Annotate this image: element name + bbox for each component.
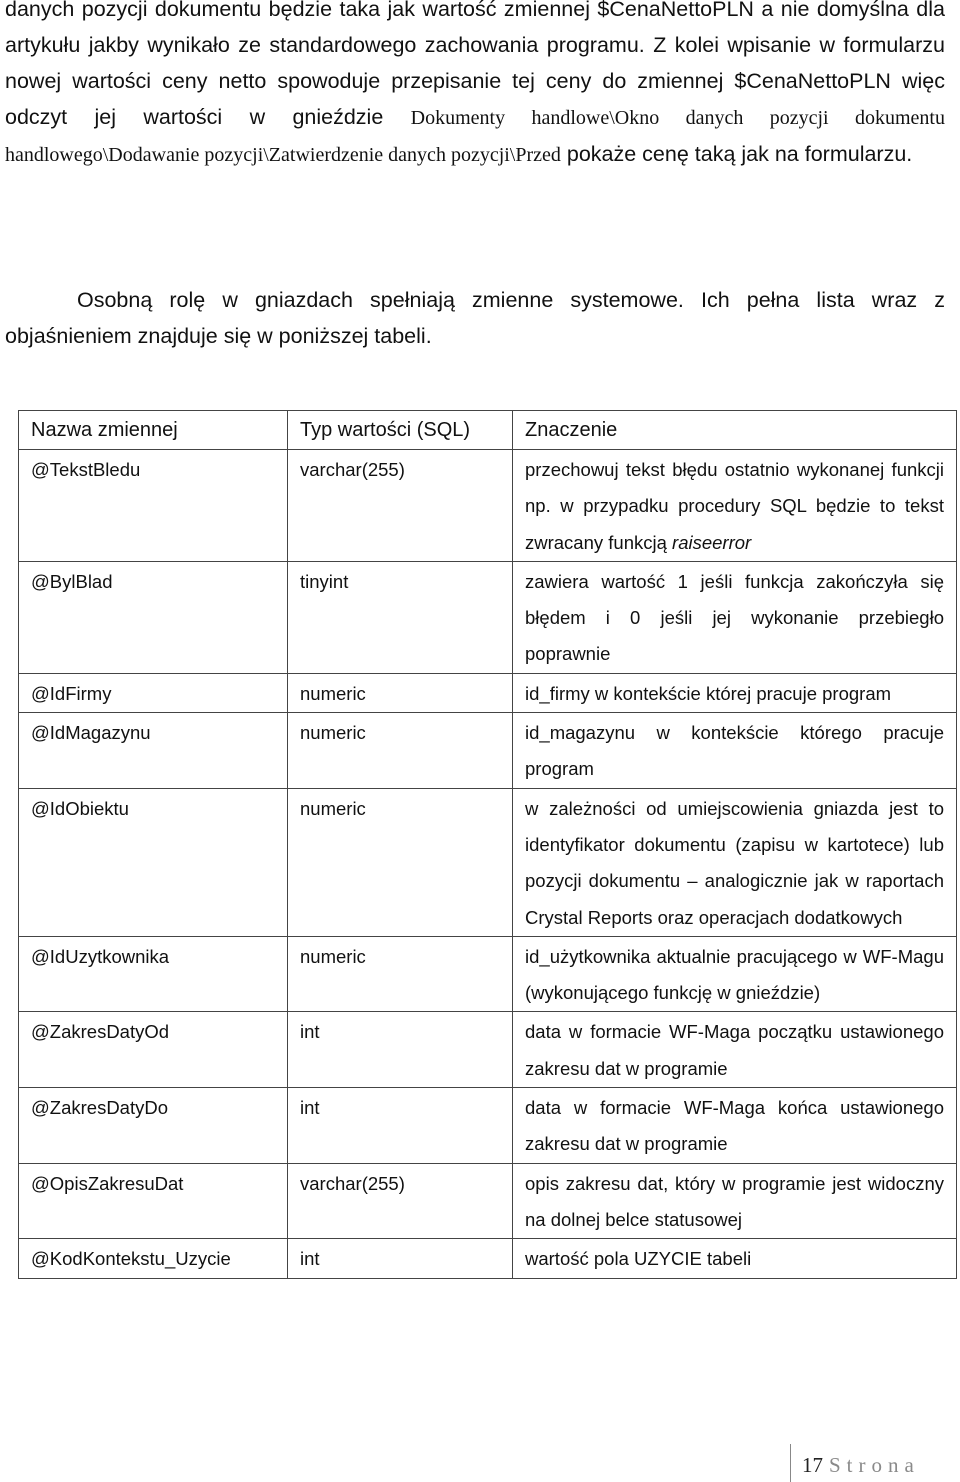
- table-row: [19, 936, 957, 1012]
- page-footer: [802, 1453, 920, 1478]
- footer-divider: [790, 1444, 791, 1482]
- variable-description: id_firmy w kontekście której pracuje program: [513, 673, 957, 712]
- variable-name: @TekstBledu: [19, 450, 288, 562]
- table-row: [19, 450, 957, 562]
- variable-name: @IdMagazynu: [19, 713, 288, 789]
- variable-name: @IdFirmy: [19, 673, 288, 712]
- variable-type: int: [288, 1239, 513, 1278]
- table-row: [19, 1012, 957, 1088]
- table-row: [19, 713, 957, 789]
- paragraph-gniazda-cena: [5, 0, 945, 173]
- variable-name: @ZakresDatyOd: [19, 1012, 288, 1088]
- description-italic: raiseerror: [672, 531, 752, 553]
- paragraph-text: Osobną rolę w gniazdach spełniają zmienne systemowe. Ich pełna lista wraz z objaśnieniem znajduje się w poniższej tabeli.: [5, 288, 945, 348]
- table-row: [19, 1239, 957, 1278]
- variable-type: int: [288, 1012, 513, 1088]
- variable-description: w zależności od umiejscowienia gniazda jest to identyfikator dokumentu (zapisu w kartotece) lub pozycji dokumentu – analogicznie jak w raportach Crystal Reports oraz operacjach dodatkowych: [513, 788, 957, 936]
- variable-name: @ZakresDatyDo: [19, 1088, 288, 1164]
- variable-description: zawiera wartość 1 jeśli funkcja zakończyła się błędem i 0 jeśli jej wykonanie przebiegło poprawnie: [513, 561, 957, 673]
- variable-type: numeric: [288, 936, 513, 1012]
- variable-type: numeric: [288, 788, 513, 936]
- paragraph-text-end: pokaże cenę taką jak na formularzu.: [560, 142, 913, 166]
- variable-name: @IdObiektu: [19, 788, 288, 936]
- column-header-type: Typ wartości (SQL): [288, 411, 513, 450]
- variable-name: @KodKontekstu_Uzycie: [19, 1239, 288, 1278]
- variable-description: data w formacie WF-Maga końca ustawionego zakresu dat w programie: [513, 1088, 957, 1164]
- table-row: [19, 673, 957, 712]
- variable-description: [513, 450, 957, 562]
- paragraph-system-variables: [5, 282, 945, 354]
- table-row: [19, 1163, 957, 1239]
- variable-type: numeric: [288, 673, 513, 712]
- variable-description: opis zakresu dat, który w programie jest widoczny na dolnej belce statusowej: [513, 1163, 957, 1239]
- paragraph-text-start: danych pozycji dokumentu będzie taka jak wartość zmiennej $CenaNettoPLN a nie domyślna dla artykułu jakby wynikało ze standardowego zachowania programu. Z kolei wpisanie w formularzu nowej wartości ceny netto spowoduje przepisanie tej ceny do zmiennej $CenaNettoPLN więc odczyt jej wartości w gnieździe: [5, 0, 945, 129]
- variable-description: wartość pola UZYCIE tabeli: [513, 1239, 957, 1278]
- page-label: Strona: [829, 1453, 920, 1477]
- system-variables-table: [18, 410, 957, 1279]
- variable-name: @BylBlad: [19, 561, 288, 673]
- table-header-row: [19, 411, 957, 450]
- column-header-meaning: Znaczenie: [513, 411, 957, 450]
- socket-path: Dokumenty handlowe\Okno danych pozycji dokumentu handlowego\Dodawanie pozycji\Zatwierdzenie danych pozycji\Przed: [5, 107, 945, 166]
- description-text: przechowuj tekst błędu ostatnio wykonanej funkcji np. w przypadku procedury SQL będzie to tekst zwracany funkcją: [525, 459, 944, 553]
- variable-description: id_magazynu w kontekście którego pracuje program: [513, 713, 957, 789]
- variable-type: tinyint: [288, 561, 513, 673]
- table-row: [19, 788, 957, 936]
- variable-type: int: [288, 1088, 513, 1164]
- variable-description: data w formacie WF-Maga początku ustawionego zakresu dat w programie: [513, 1012, 957, 1088]
- page-number: 17: [802, 1453, 823, 1477]
- table-row: [19, 1088, 957, 1164]
- variable-type: varchar(255): [288, 450, 513, 562]
- variable-name: @IdUzytkownika: [19, 936, 288, 1012]
- variable-name: @OpisZakresuDat: [19, 1163, 288, 1239]
- column-header-name: Nazwa zmiennej: [19, 411, 288, 450]
- variable-type: numeric: [288, 713, 513, 789]
- variable-type: varchar(255): [288, 1163, 513, 1239]
- table-row: [19, 561, 957, 673]
- variable-description: id_użytkownika aktualnie pracującego w WF-Magu (wykonującego funkcję w gnieździe): [513, 936, 957, 1012]
